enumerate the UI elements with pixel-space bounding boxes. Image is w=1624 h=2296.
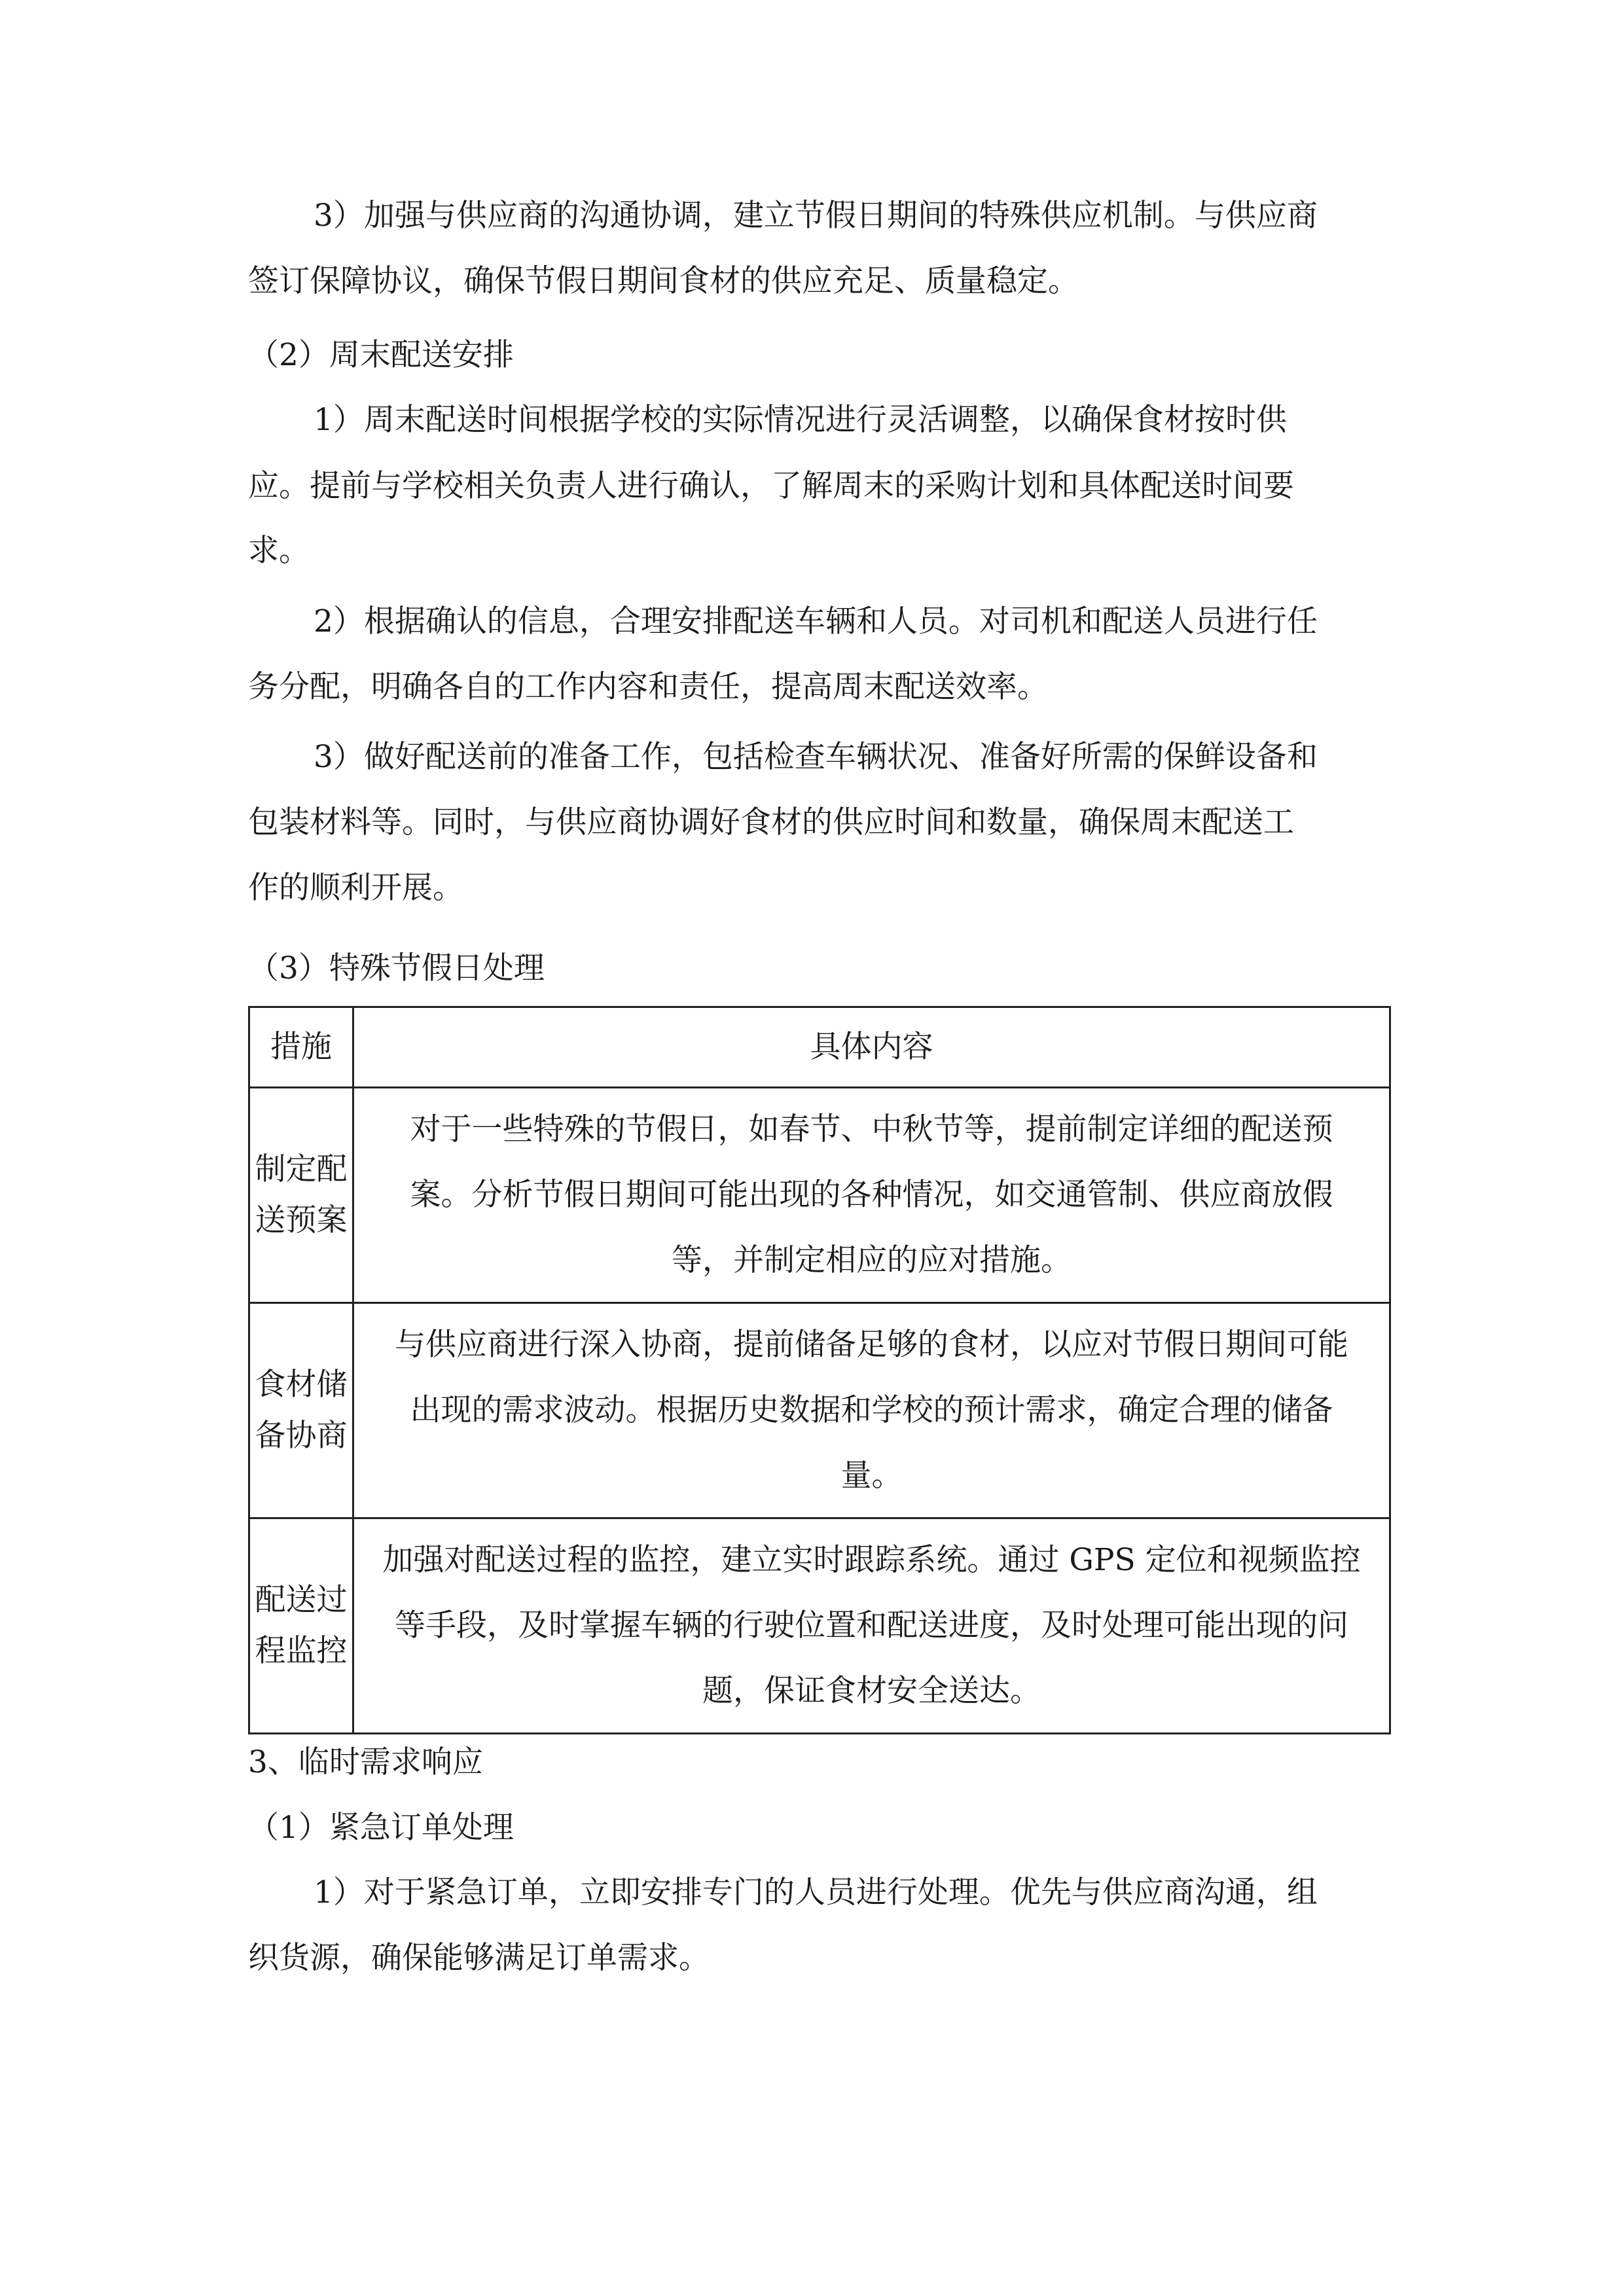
paragraph-line: 求。 bbox=[248, 533, 310, 569]
paragraph-line: 3）加强与供应商的沟通协调，建立节假日期间的特殊供应机制。与供应商 bbox=[314, 198, 1318, 234]
section-heading: （1）紧急订单处理 bbox=[248, 1810, 514, 1846]
table-row bbox=[249, 1518, 1390, 1734]
section-heading: 3、临时需求响应 bbox=[248, 1744, 483, 1780]
paragraph-line: 作的顺利开展。 bbox=[248, 870, 463, 906]
section-heading: （2）周末配送安排 bbox=[248, 337, 514, 373]
paragraph-line: 织货源，确保能够满足订单需求。 bbox=[248, 1940, 710, 1976]
paragraph-line: 3）做好配送前的准备工作，包括检查车辆状况、准备好所需的保鲜设备和 bbox=[314, 739, 1318, 775]
measure-cell: 配送过 程监控 bbox=[249, 1518, 353, 1734]
measures-table bbox=[248, 1006, 1391, 1734]
section-heading: （3）特殊节假日处理 bbox=[248, 950, 545, 986]
paragraph-line: 1）周末配送时间根据学校的实际情况进行灵活调整，以确保食材按时供 bbox=[314, 402, 1287, 438]
table-header-row bbox=[249, 1007, 1390, 1088]
paragraph-line: 务分配，明确各自的工作内容和责任，提高周末配送效率。 bbox=[248, 669, 1048, 705]
content-cell: 加强对配送过程的监控，建立实时跟踪系统。通过 GPS 定位和视频监控 等手段，及时掌握车辆的行驶位置和配送进度，及时处理可能出现的问 题，保证食材安全送达。 bbox=[353, 1518, 1390, 1734]
content-cell: 与供应商进行深入协商，提前储备足够的食材，以应对节假日期间可能 出现的需求波动。根据历史数据和学校的预计需求，确定合理的储备 量。 bbox=[353, 1303, 1390, 1518]
measure-cell: 食材储 备协商 bbox=[249, 1303, 353, 1518]
table-row bbox=[249, 1088, 1390, 1303]
paragraph-line: 2）根据确认的信息，合理安排配送车辆和人员。对司机和配送人员进行任 bbox=[314, 603, 1318, 639]
paragraph-line: 1）对于紧急订单，立即安排专门的人员进行处理。优先与供应商沟通，组 bbox=[314, 1874, 1318, 1910]
measure-cell: 制定配 送预案 bbox=[249, 1088, 353, 1303]
paragraph-line: 签订保障协议，确保节假日期间食材的供应充足、质量稳定。 bbox=[248, 263, 1079, 299]
content-cell: 对于一些特殊的节假日，如春节、中秋节等，提前制定详细的配送预 案。分析节假日期间可能出现的各种情况，如交通管制、供应商放假 等，并制定相应的应对措施。 bbox=[353, 1088, 1390, 1303]
header-content: 具体内容 bbox=[353, 1007, 1390, 1088]
paragraph-line: 应。提前与学校相关负责人进行确认，了解周末的采购计划和具体配送时间要 bbox=[248, 468, 1294, 504]
paragraph-line: 包装材料等。同时，与供应商协调好食材的供应时间和数量，确保周末配送工 bbox=[248, 804, 1294, 840]
table-row bbox=[249, 1303, 1390, 1518]
header-measure: 措施 bbox=[249, 1007, 353, 1088]
